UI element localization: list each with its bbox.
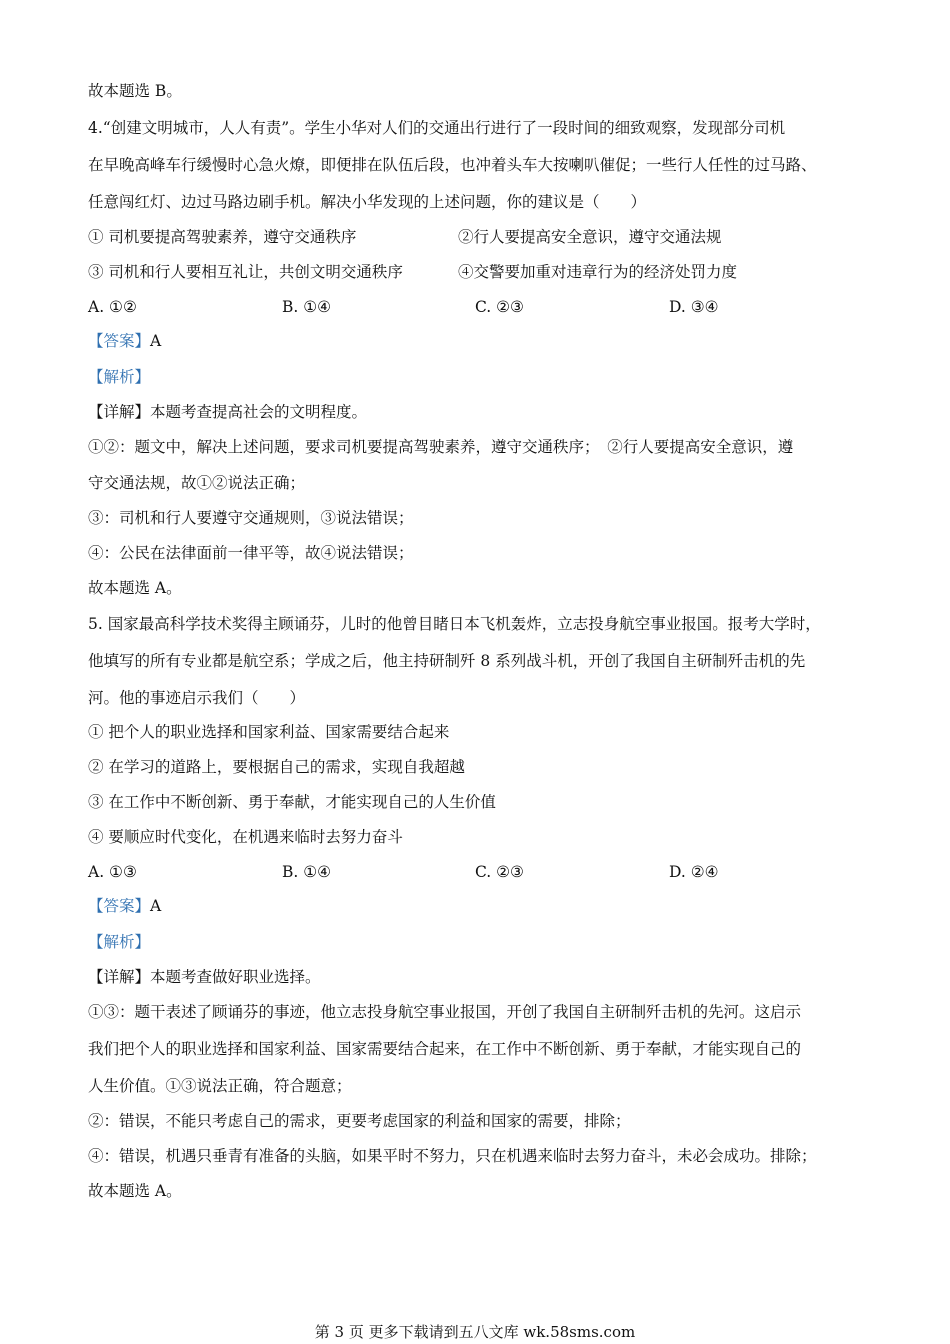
- q5-detail-line: 我们把个人的职业选择和国家利益、国家需要结合起来，在工作中不断创新、勇于奉献，才能实现自己的: [88, 1040, 802, 1058]
- q4-detail-line: ④：公民在法律面前一律平等，故④说法错误；: [88, 544, 414, 562]
- q5-stem-line: 河。他的事迹启示我们（ ）: [88, 689, 306, 707]
- q5-detail-line: ②：错误，不能只考虑自己的需求，更要考虑国家的利益和国家的需要，排除；: [88, 1112, 631, 1130]
- answer-value: A: [150, 897, 162, 915]
- q5-answer: [88, 896, 161, 916]
- q5-detail-line: 【详解】本题考查做好职业选择。: [88, 968, 321, 986]
- answer-tag: 【答案】: [88, 897, 151, 915]
- q5-detail-line: 人生价值。①③说法正确，符合题意；: [88, 1077, 352, 1095]
- q4-choice-a: A. ①②: [88, 298, 137, 316]
- q4-choice-b: B. ①④: [282, 298, 332, 316]
- q4-answer: [88, 331, 161, 351]
- q4-item: ① 司机要提高驾驶素养，遵守交通秩序: [88, 228, 357, 246]
- answer-value: A: [150, 332, 162, 350]
- q4-item: ③ 司机和行人要相互礼让，共创文明交通秩序: [88, 263, 403, 281]
- q5-item: ④ 要顺应时代变化，在机遇来临时去努力奋斗: [88, 828, 403, 846]
- q5-detail-line: ①③：题干表述了顾诵芬的事迹，他立志投身航空事业报国，开创了我国自主研制歼击机的先河。这启示: [88, 1003, 802, 1021]
- q5-choice-a: A. ①③: [88, 863, 137, 881]
- text-line: 故本题选 B。: [88, 82, 182, 100]
- q5-analysis-tag: 【解析】: [88, 933, 151, 951]
- q4-stem-line: 4.“创建文明城市，人人有责”。学生小华对人们的交通出行进行了一段时间的细致观察，发现部分司机: [88, 119, 786, 137]
- q4-analysis-tag: 【解析】: [88, 368, 151, 386]
- q5-item: ② 在学习的道路上，要根据自己的需求，实现自我超越: [88, 758, 465, 776]
- q4-detail-line: ①②：题文中，解决上述问题，要求司机要提高驾驶素养，遵守交通秩序； ②行人要提高安全意识，遵: [88, 438, 794, 456]
- q4-detail-line: 守交通法规，故①②说法正确；: [88, 474, 306, 492]
- q5-detail-line: 故本题选 A。: [88, 1182, 182, 1200]
- q5-item: ① 把个人的职业选择和国家利益、国家需要结合起来: [88, 723, 450, 741]
- q4-detail-line: 【详解】本题考查提高社会的文明程度。: [88, 403, 368, 421]
- q4-stem-line: 任意闯红灯、边过马路边刷手机。解决小华发现的上述问题，你的建议是（ ）: [88, 193, 647, 211]
- q4-stem-line: 在早晚高峰车行缓慢时心急火燎，即便排在队伍后段，也冲着头车大按喇叭催促；一些行人任性的过马路、: [88, 156, 817, 174]
- q5-choice-c: C. ②③: [475, 863, 524, 881]
- q5-stem-line: 5. 国家最高科学技术奖得主顾诵芬，儿时的他曾目睹日本飞机轰炸，立志投身航空事业报国。报考大学时，: [88, 615, 821, 633]
- q5-item: ③ 在工作中不断创新、勇于奉献，才能实现自己的人生价值: [88, 793, 496, 811]
- q5-stem-line: 他填写的所有专业都是航空系；学成之后，他主持研制歼 8 系列战斗机，开创了我国自主研制歼击机的先: [88, 652, 806, 670]
- answer-tag: 【答案】: [88, 332, 151, 350]
- q4-detail-line: 故本题选 A。: [88, 579, 182, 597]
- q4-item: ②行人要提高安全意识，遵守交通法规: [458, 228, 722, 246]
- q5-detail-line: ④：错误，机遇只垂青有准备的头脑，如果平时不努力，只在机遇来临时去努力奋斗，未必会成功。排除；: [88, 1147, 817, 1165]
- q4-choice-d: D. ③④: [669, 298, 719, 316]
- q4-choice-c: C. ②③: [475, 298, 524, 316]
- q4-item: ④交警要加重对违章行为的经济处罚力度: [458, 263, 738, 281]
- q5-choice-d: D. ②④: [669, 863, 719, 881]
- q5-choice-b: B. ①④: [282, 863, 332, 881]
- q4-detail-line: ③：司机和行人要遵守交通规则，③说法错误；: [88, 509, 414, 527]
- page-footer: 第 3 页 更多下载请到五八文库 wk.58sms.com: [314, 1323, 636, 1341]
